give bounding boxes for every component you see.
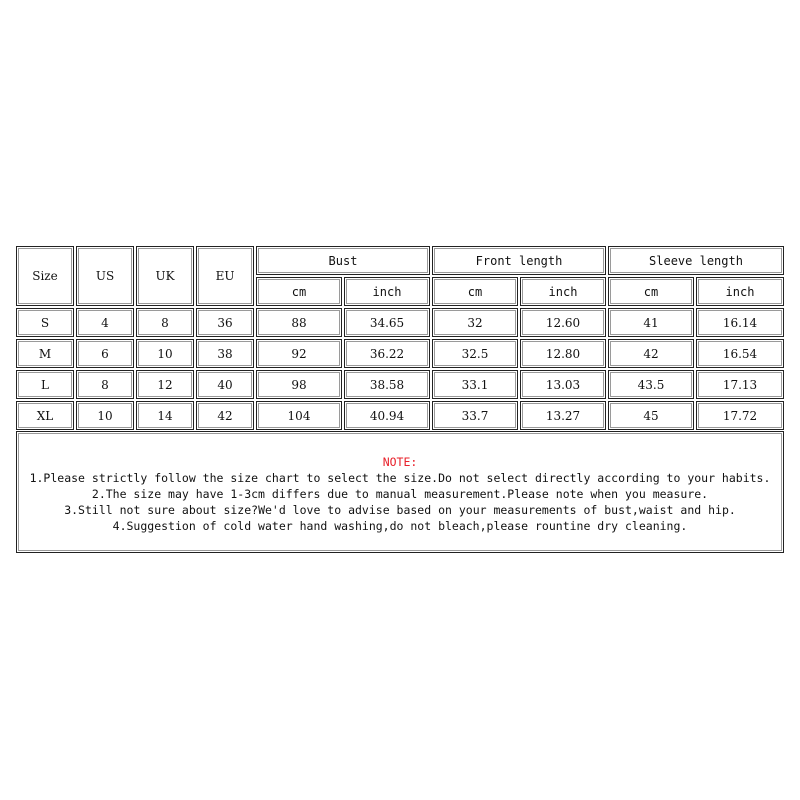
cell-sleeve-inch: 17.13 xyxy=(696,370,784,399)
cell-us: 4 xyxy=(76,308,134,337)
cell-eu: 40 xyxy=(196,370,254,399)
cell-sleeve-cm: 42 xyxy=(608,339,694,368)
cell-sleeve-inch: 16.14 xyxy=(696,308,784,337)
header-bust: Bust xyxy=(256,246,430,275)
cell-front-cm: 33.7 xyxy=(432,401,518,430)
cell-eu: 42 xyxy=(196,401,254,430)
notes-title: NOTE: xyxy=(382,455,418,469)
cell-size: S xyxy=(16,308,74,337)
header-uk: UK xyxy=(136,246,194,306)
cell-front-inch: 13.03 xyxy=(520,370,606,399)
header-bust-inch: inch xyxy=(344,277,430,306)
cell-sleeve-cm: 41 xyxy=(608,308,694,337)
cell-uk: 14 xyxy=(136,401,194,430)
cell-uk: 10 xyxy=(136,339,194,368)
cell-size: L xyxy=(16,370,74,399)
cell-front-cm: 33.1 xyxy=(432,370,518,399)
cell-bust-inch: 34.65 xyxy=(344,308,430,337)
header-front-cm: cm xyxy=(432,277,518,306)
header-us: US xyxy=(76,246,134,306)
cell-eu: 38 xyxy=(196,339,254,368)
cell-size: XL xyxy=(16,401,74,430)
cell-front-cm: 32.5 xyxy=(432,339,518,368)
cell-bust-cm: 104 xyxy=(256,401,342,430)
cell-bust-cm: 92 xyxy=(256,339,342,368)
cell-front-inch: 12.60 xyxy=(520,308,606,337)
note-line-3: 3.Still not sure about size?We'd love to advise based on your measurements of bust,waist and hip. xyxy=(64,503,736,517)
cell-front-cm: 32 xyxy=(432,308,518,337)
cell-us: 6 xyxy=(76,339,134,368)
header-sleeve-cm: cm xyxy=(608,277,694,306)
cell-sleeve-inch: 17.72 xyxy=(696,401,784,430)
cell-front-inch: 12.80 xyxy=(520,339,606,368)
cell-front-inch: 13.27 xyxy=(520,401,606,430)
header-front-length: Front length xyxy=(432,246,606,275)
note-line-2: 2.The size may have 1-3cm differs due to manual measurement.Please note when you measure. xyxy=(91,487,709,501)
cell-us: 8 xyxy=(76,370,134,399)
cell-bust-cm: 88 xyxy=(256,308,342,337)
header-sleeve-length: Sleeve length xyxy=(608,246,784,275)
cell-us: 10 xyxy=(76,401,134,430)
cell-size: M xyxy=(16,339,74,368)
header-bust-cm: cm xyxy=(256,277,342,306)
header-size: Size xyxy=(16,246,74,306)
cell-bust-inch: 38.58 xyxy=(344,370,430,399)
header-eu: EU xyxy=(196,246,254,306)
cell-sleeve-inch: 16.54 xyxy=(696,339,784,368)
cell-eu: 36 xyxy=(196,308,254,337)
header-front-inch: inch xyxy=(520,277,606,306)
cell-bust-cm: 98 xyxy=(256,370,342,399)
cell-uk: 12 xyxy=(136,370,194,399)
cell-bust-inch: 40.94 xyxy=(344,401,430,430)
note-line-1: 1.Please strictly follow the size chart to select the size.Do not select directly according to your habits. xyxy=(29,471,771,485)
cell-sleeve-cm: 43.5 xyxy=(608,370,694,399)
header-sleeve-inch: inch xyxy=(696,277,784,306)
cell-sleeve-cm: 45 xyxy=(608,401,694,430)
notes-panel xyxy=(16,431,784,553)
cell-bust-inch: 36.22 xyxy=(344,339,430,368)
note-line-4: 4.Suggestion of cold water hand washing,do not bleach,please rountine dry cleaning. xyxy=(112,519,688,533)
cell-uk: 8 xyxy=(136,308,194,337)
